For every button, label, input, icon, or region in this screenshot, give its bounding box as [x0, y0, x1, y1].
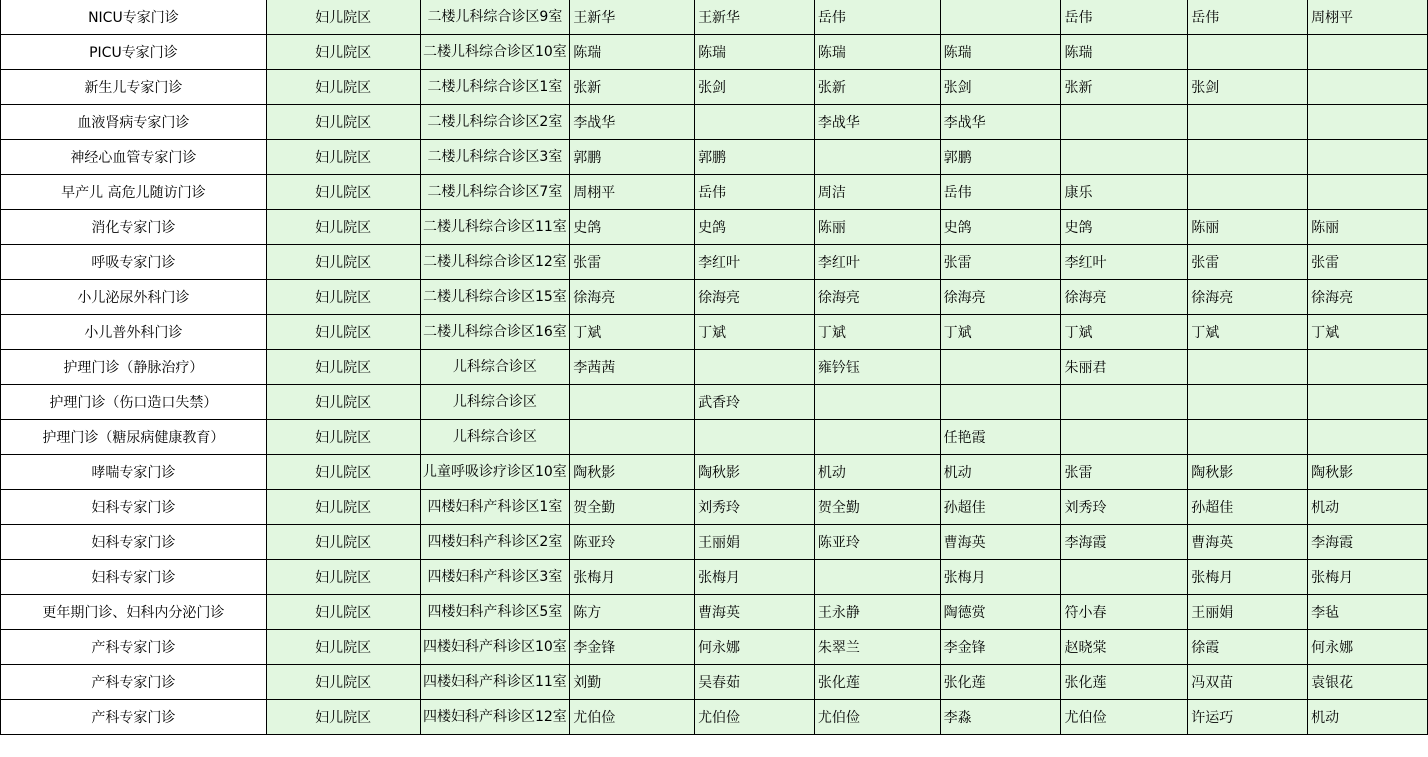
doctor-cell[interactable] — [1308, 140, 1428, 175]
doctor-cell[interactable]: 曹海英 — [1188, 525, 1308, 560]
clinic-name-cell[interactable]: 消化专家门诊 — [1, 210, 267, 245]
room-cell[interactable]: 四楼妇科产科诊区2室 — [420, 525, 570, 560]
clinic-name-cell[interactable]: 妇科专家门诊 — [1, 490, 267, 525]
campus-cell[interactable]: 妇儿院区 — [266, 665, 420, 700]
clinic-name-cell[interactable]: 妇科专家门诊 — [1, 525, 267, 560]
room-cell[interactable]: 二楼儿科综合诊区3室 — [420, 140, 570, 175]
doctor-cell[interactable]: 张雷 — [1061, 455, 1188, 490]
doctor-cell[interactable] — [1308, 385, 1428, 420]
table-row — [1, 105, 1428, 140]
doctor-cell[interactable]: 机动 — [1308, 490, 1428, 525]
doctor-cell[interactable]: 史鸽 — [570, 210, 695, 245]
doctor-cell[interactable]: 徐海亮 — [1188, 280, 1308, 315]
room-cell[interactable]: 儿科综合诊区 — [420, 420, 570, 455]
campus-cell[interactable]: 妇儿院区 — [266, 315, 420, 350]
doctor-cell[interactable]: 张梅月 — [570, 560, 695, 595]
doctor-cell[interactable] — [814, 385, 940, 420]
table-row — [1, 140, 1428, 175]
doctor-cell[interactable]: 王永静 — [814, 595, 940, 630]
campus-cell[interactable]: 妇儿院区 — [266, 245, 420, 280]
doctor-cell[interactable] — [940, 350, 1061, 385]
doctor-cell[interactable] — [1308, 350, 1428, 385]
doctor-cell[interactable]: 陈丽 — [1188, 210, 1308, 245]
doctor-cell[interactable] — [1188, 385, 1308, 420]
doctor-cell[interactable]: 李金锋 — [570, 630, 695, 665]
doctor-cell[interactable]: 丁斌 — [1308, 315, 1428, 350]
doctor-cell[interactable]: 王丽娟 — [1188, 595, 1308, 630]
doctor-cell[interactable]: 李战华 — [570, 105, 695, 140]
doctor-cell[interactable]: 张雷 — [1188, 245, 1308, 280]
room-cell[interactable]: 儿科综合诊区 — [420, 350, 570, 385]
doctor-cell[interactable]: 李海霞 — [1308, 525, 1428, 560]
clinic-name-cell[interactable]: 早产儿 高危儿随访门诊 — [1, 175, 267, 210]
room-cell[interactable]: 二楼儿科综合诊区9室 — [420, 0, 570, 35]
doctor-cell[interactable]: 任艳霞 — [940, 420, 1061, 455]
doctor-cell[interactable] — [1061, 385, 1188, 420]
campus-cell[interactable]: 妇儿院区 — [266, 700, 420, 735]
doctor-cell[interactable] — [1061, 140, 1188, 175]
doctor-cell[interactable]: 李战华 — [814, 105, 940, 140]
table-row — [1, 280, 1428, 315]
doctor-cell[interactable]: 李红叶 — [1061, 245, 1188, 280]
doctor-cell[interactable]: 史鸽 — [1061, 210, 1188, 245]
doctor-cell[interactable]: 陶秋影 — [695, 455, 815, 490]
room-cell[interactable]: 二楼儿科综合诊区12室 — [420, 245, 570, 280]
clinic-name-cell[interactable]: 小儿普外科门诊 — [1, 315, 267, 350]
doctor-cell[interactable] — [1308, 105, 1428, 140]
doctor-cell[interactable]: 陈亚玲 — [570, 525, 695, 560]
doctor-cell[interactable]: 冯双苗 — [1188, 665, 1308, 700]
campus-cell[interactable]: 妇儿院区 — [266, 420, 420, 455]
doctor-cell[interactable]: 尤伯俭 — [570, 700, 695, 735]
campus-cell[interactable]: 妇儿院区 — [266, 35, 420, 70]
doctor-cell[interactable]: 许运巧 — [1188, 700, 1308, 735]
table-row — [1, 595, 1428, 630]
doctor-cell[interactable]: 吴春茹 — [695, 665, 815, 700]
doctor-cell[interactable] — [1188, 350, 1308, 385]
doctor-cell[interactable]: 张梅月 — [1308, 560, 1428, 595]
doctor-cell[interactable] — [1061, 420, 1188, 455]
table-row — [1, 245, 1428, 280]
room-cell[interactable]: 二楼儿科综合诊区7室 — [420, 175, 570, 210]
doctor-cell[interactable]: 刘秀玲 — [1061, 490, 1188, 525]
campus-cell[interactable]: 妇儿院区 — [266, 455, 420, 490]
table-row — [1, 630, 1428, 665]
doctor-cell[interactable]: 贺全勤 — [570, 490, 695, 525]
doctor-cell[interactable]: 朱丽君 — [1061, 350, 1188, 385]
room-cell[interactable]: 四楼妇科产科诊区10室 — [420, 630, 570, 665]
clinic-name-cell[interactable]: 妇科专家门诊 — [1, 560, 267, 595]
doctor-cell[interactable]: 刘秀玲 — [695, 490, 815, 525]
doctor-cell[interactable]: 岳伟 — [814, 0, 940, 35]
doctor-cell[interactable]: 张剑 — [695, 70, 815, 105]
doctor-cell[interactable]: 尤伯俭 — [1061, 700, 1188, 735]
doctor-cell[interactable]: 曹海英 — [695, 595, 815, 630]
doctor-cell[interactable]: 符小春 — [1061, 595, 1188, 630]
doctor-cell[interactable]: 徐海亮 — [695, 280, 815, 315]
room-cell[interactable]: 儿科综合诊区 — [420, 385, 570, 420]
clinic-name-cell[interactable]: 护理门诊（伤口造口失禁） — [1, 385, 267, 420]
doctor-cell[interactable] — [1308, 70, 1428, 105]
doctor-cell[interactable]: 康乐 — [1061, 175, 1188, 210]
doctor-cell[interactable]: 陶秋影 — [1308, 455, 1428, 490]
doctor-cell[interactable]: 张剑 — [940, 70, 1061, 105]
campus-cell[interactable]: 妇儿院区 — [266, 350, 420, 385]
clinic-name-cell[interactable]: 血液肾病专家门诊 — [1, 105, 267, 140]
table-row — [1, 315, 1428, 350]
table-row — [1, 455, 1428, 490]
doctor-cell[interactable]: 王新华 — [570, 0, 695, 35]
doctor-cell[interactable]: 郭鹏 — [695, 140, 815, 175]
table-row — [1, 210, 1428, 245]
doctor-cell[interactable]: 史鸽 — [940, 210, 1061, 245]
table-row — [1, 175, 1428, 210]
doctor-cell[interactable] — [570, 385, 695, 420]
clinic-name-cell[interactable]: 护理门诊（静脉治疗） — [1, 350, 267, 385]
table-row — [1, 560, 1428, 595]
doctor-cell[interactable]: 徐霞 — [1188, 630, 1308, 665]
campus-cell[interactable]: 妇儿院区 — [266, 595, 420, 630]
doctor-cell[interactable]: 陶秋影 — [570, 455, 695, 490]
doctor-cell[interactable]: 陈瑞 — [570, 35, 695, 70]
doctor-cell[interactable]: 刘勤 — [570, 665, 695, 700]
doctor-cell[interactable] — [695, 105, 815, 140]
room-cell[interactable]: 四楼妇科产科诊区12室 — [420, 700, 570, 735]
doctor-cell[interactable]: 丁斌 — [814, 315, 940, 350]
doctor-cell[interactable] — [695, 420, 815, 455]
campus-cell[interactable]: 妇儿院区 — [266, 0, 420, 35]
clinic-name-cell[interactable]: 产科专家门诊 — [1, 665, 267, 700]
doctor-cell[interactable]: 岳伟 — [695, 175, 815, 210]
doctor-cell[interactable]: 张梅月 — [1188, 560, 1308, 595]
doctor-cell[interactable]: 陈瑞 — [940, 35, 1061, 70]
doctor-cell[interactable]: 机动 — [1308, 700, 1428, 735]
doctor-cell[interactable]: 张雷 — [940, 245, 1061, 280]
room-cell[interactable]: 四楼妇科产科诊区5室 — [420, 595, 570, 630]
doctor-cell[interactable]: 机动 — [940, 455, 1061, 490]
campus-cell[interactable]: 妇儿院区 — [266, 560, 420, 595]
doctor-cell[interactable]: 张化莲 — [814, 665, 940, 700]
doctor-cell[interactable]: 机动 — [814, 455, 940, 490]
doctor-cell[interactable]: 陈丽 — [814, 210, 940, 245]
campus-cell[interactable]: 妇儿院区 — [266, 525, 420, 560]
table-row — [1, 525, 1428, 560]
room-cell[interactable]: 二楼儿科综合诊区10室 — [420, 35, 570, 70]
clinic-name-cell[interactable]: 护理门诊（糖尿病健康教育） — [1, 420, 267, 455]
doctor-cell[interactable] — [1308, 420, 1428, 455]
doctor-cell[interactable]: 张剑 — [1188, 70, 1308, 105]
doctor-cell[interactable]: 李战华 — [940, 105, 1061, 140]
clinic-name-cell[interactable]: 产科专家门诊 — [1, 630, 267, 665]
doctor-cell[interactable]: 徐海亮 — [1061, 280, 1188, 315]
doctor-cell[interactable]: 岳伟 — [940, 175, 1061, 210]
doctor-cell[interactable]: 李海霞 — [1061, 525, 1188, 560]
doctor-cell[interactable]: 孙超佳 — [1188, 490, 1308, 525]
table-row — [1, 665, 1428, 700]
clinic-name-cell[interactable]: 小儿泌尿外科门诊 — [1, 280, 267, 315]
doctor-cell[interactable]: 郭鹏 — [940, 140, 1061, 175]
doctor-cell[interactable] — [1188, 420, 1308, 455]
doctor-cell[interactable] — [814, 140, 940, 175]
doctor-cell[interactable]: 陈丽 — [1308, 210, 1428, 245]
doctor-cell[interactable] — [1308, 175, 1428, 210]
doctor-cell[interactable] — [1188, 35, 1308, 70]
campus-cell[interactable]: 妇儿院区 — [266, 105, 420, 140]
doctor-cell[interactable]: 张雷 — [570, 245, 695, 280]
doctor-cell[interactable]: 丁斌 — [1061, 315, 1188, 350]
doctor-cell[interactable]: 张梅月 — [695, 560, 815, 595]
doctor-cell[interactable]: 张化莲 — [940, 665, 1061, 700]
doctor-cell[interactable]: 张化莲 — [1061, 665, 1188, 700]
table-row — [1, 35, 1428, 70]
doctor-cell[interactable]: 李毡 — [1308, 595, 1428, 630]
room-cell[interactable]: 儿童呼吸诊疗诊区10室 — [420, 455, 570, 490]
doctor-cell[interactable]: 曹海英 — [940, 525, 1061, 560]
doctor-cell[interactable] — [1308, 35, 1428, 70]
clinic-name-cell[interactable]: 更年期门诊、妇科内分泌门诊 — [1, 595, 267, 630]
doctor-cell[interactable]: 周洁 — [814, 175, 940, 210]
room-cell[interactable]: 四楼妇科产科诊区11室 — [420, 665, 570, 700]
schedule-table-body — [1, 0, 1428, 735]
clinic-name-cell[interactable]: 神经心血管专家门诊 — [1, 140, 267, 175]
doctor-cell[interactable]: 陶秋影 — [1188, 455, 1308, 490]
doctor-cell[interactable]: 赵晓棠 — [1061, 630, 1188, 665]
table-row — [1, 490, 1428, 525]
doctor-cell[interactable] — [570, 420, 695, 455]
campus-cell[interactable]: 妇儿院区 — [266, 280, 420, 315]
table-row — [1, 70, 1428, 105]
doctor-cell[interactable]: 尤伯俭 — [814, 700, 940, 735]
doctor-cell[interactable]: 李金锋 — [940, 630, 1061, 665]
doctor-cell[interactable]: 贺全勤 — [814, 490, 940, 525]
doctor-cell[interactable]: 朱翠兰 — [814, 630, 940, 665]
doctor-cell[interactable]: 陈方 — [570, 595, 695, 630]
doctor-cell[interactable]: 何永娜 — [695, 630, 815, 665]
campus-cell[interactable]: 妇儿院区 — [266, 175, 420, 210]
campus-cell[interactable]: 妇儿院区 — [266, 630, 420, 665]
doctor-cell[interactable]: 陈瑞 — [1061, 35, 1188, 70]
doctor-cell[interactable]: 王丽娟 — [695, 525, 815, 560]
room-cell[interactable]: 二楼儿科综合诊区11室 — [420, 210, 570, 245]
campus-cell[interactable]: 妇儿院区 — [266, 210, 420, 245]
table-row — [1, 350, 1428, 385]
doctor-cell[interactable]: 雍钤钰 — [814, 350, 940, 385]
clinic-name-cell[interactable]: 产科专家门诊 — [1, 700, 267, 735]
doctor-cell[interactable] — [1061, 560, 1188, 595]
doctor-cell[interactable] — [814, 560, 940, 595]
clinic-name-cell[interactable]: NICU专家门诊 — [1, 0, 267, 35]
doctor-cell[interactable] — [1188, 140, 1308, 175]
room-cell[interactable]: 二楼儿科综合诊区16室 — [420, 315, 570, 350]
table-row — [1, 700, 1428, 735]
campus-cell[interactable]: 妇儿院区 — [266, 140, 420, 175]
doctor-cell[interactable]: 岳伟 — [1188, 0, 1308, 35]
campus-cell[interactable]: 妇儿院区 — [266, 490, 420, 525]
room-cell[interactable]: 二楼儿科综合诊区1室 — [420, 70, 570, 105]
doctor-cell[interactable]: 张雷 — [1308, 245, 1428, 280]
room-cell[interactable]: 二楼儿科综合诊区2室 — [420, 105, 570, 140]
doctor-cell[interactable]: 陈瑞 — [695, 35, 815, 70]
doctor-cell[interactable]: 岳伟 — [1061, 0, 1188, 35]
campus-cell[interactable]: 妇儿院区 — [266, 70, 420, 105]
clinic-name-cell[interactable]: 呼吸专家门诊 — [1, 245, 267, 280]
doctor-cell[interactable]: 郭鹏 — [570, 140, 695, 175]
doctor-cell[interactable]: 陶德赏 — [940, 595, 1061, 630]
doctor-cell[interactable]: 袁银花 — [1308, 665, 1428, 700]
doctor-cell[interactable]: 尤伯俭 — [695, 700, 815, 735]
doctor-cell[interactable]: 张新 — [814, 70, 940, 105]
doctor-cell[interactable] — [1188, 175, 1308, 210]
doctor-cell[interactable]: 徐海亮 — [940, 280, 1061, 315]
doctor-cell[interactable] — [695, 350, 815, 385]
table-row — [1, 385, 1428, 420]
doctor-cell[interactable]: 徐海亮 — [814, 280, 940, 315]
doctor-cell[interactable]: 李茜茜 — [570, 350, 695, 385]
doctor-cell[interactable]: 徐海亮 — [570, 280, 695, 315]
doctor-cell[interactable]: 李淼 — [940, 700, 1061, 735]
doctor-cell[interactable]: 王新华 — [695, 0, 815, 35]
doctor-cell[interactable]: 李红叶 — [695, 245, 815, 280]
doctor-cell[interactable]: 陈瑞 — [814, 35, 940, 70]
doctor-cell[interactable]: 丁斌 — [1188, 315, 1308, 350]
doctor-cell[interactable] — [940, 385, 1061, 420]
campus-cell[interactable]: 妇儿院区 — [266, 385, 420, 420]
clinic-name-cell[interactable]: PICU专家门诊 — [1, 35, 267, 70]
doctor-cell[interactable] — [1188, 105, 1308, 140]
doctor-cell[interactable]: 李红叶 — [814, 245, 940, 280]
doctor-cell[interactable]: 丁斌 — [695, 315, 815, 350]
table-row — [1, 420, 1428, 455]
room-cell[interactable]: 四楼妇科产科诊区1室 — [420, 490, 570, 525]
clinic-name-cell[interactable]: 哮喘专家门诊 — [1, 455, 267, 490]
clinic-name-cell[interactable]: 新生儿专家门诊 — [1, 70, 267, 105]
doctor-cell[interactable]: 张梅月 — [940, 560, 1061, 595]
doctor-cell[interactable]: 武香玲 — [695, 385, 815, 420]
doctor-cell[interactable]: 丁斌 — [570, 315, 695, 350]
doctor-cell[interactable]: 周栩平 — [570, 175, 695, 210]
room-cell[interactable]: 四楼妇科产科诊区3室 — [420, 560, 570, 595]
doctor-cell[interactable] — [1061, 105, 1188, 140]
doctor-cell[interactable] — [814, 420, 940, 455]
doctor-cell[interactable]: 陈亚玲 — [814, 525, 940, 560]
doctor-cell[interactable]: 张新 — [570, 70, 695, 105]
doctor-cell[interactable]: 史鸽 — [695, 210, 815, 245]
doctor-cell[interactable]: 徐海亮 — [1308, 280, 1428, 315]
doctor-cell[interactable]: 周栩平 — [1308, 0, 1428, 35]
room-cell[interactable]: 二楼儿科综合诊区15室 — [420, 280, 570, 315]
table-row — [1, 0, 1428, 35]
doctor-cell[interactable]: 张新 — [1061, 70, 1188, 105]
doctor-cell[interactable]: 何永娜 — [1308, 630, 1428, 665]
doctor-cell[interactable]: 孙超佳 — [940, 490, 1061, 525]
doctor-cell[interactable] — [940, 0, 1061, 35]
doctor-cell[interactable]: 丁斌 — [940, 315, 1061, 350]
